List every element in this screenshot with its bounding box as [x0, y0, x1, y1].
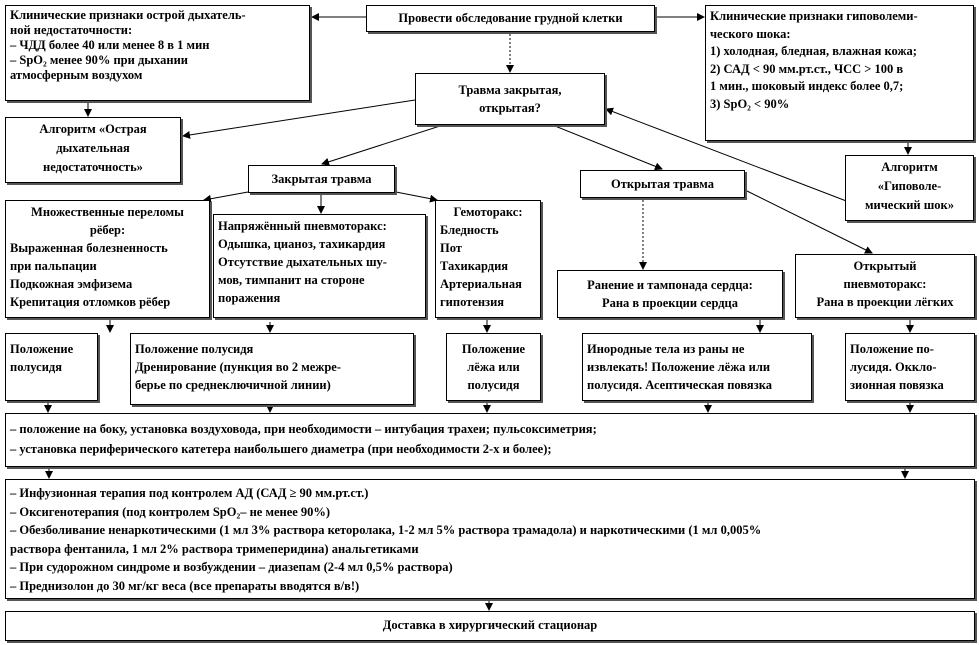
question-line-2: открытая? — [479, 101, 541, 115]
shock-signs-line-2: ческого шока: — [710, 26, 791, 41]
ribs-line-5: Подкожная эмфизема — [10, 277, 133, 291]
resp-signs-line-3: – ЧДД более 40 или менее 8 в 1 мин — [10, 38, 210, 52]
open-pneumo-action-line-2: лусидя. Оккло- — [850, 360, 937, 374]
hemo-action-line-3: полусидя — [467, 378, 520, 392]
therapy-line-5: – При судорожном синдроме и возбуждении – диазепам (2-4 мл 0,5% раствора) — [10, 560, 453, 574]
arrow-question-to-closed — [322, 126, 440, 164]
pneumo-action-line-1: Положение полусидя — [135, 342, 254, 356]
heart-action-line-2: извлекать! Положение лёжа или — [587, 360, 771, 374]
pneumo-line-4: мов, тимпанит на стороне — [218, 273, 365, 287]
cardiac-tamponade-box — [557, 270, 783, 318]
resp-signs-line-4: – SpO₂ менее 90% при дыхании — [10, 53, 188, 67]
tension-pneumothorax-box — [213, 214, 426, 318]
hemothorax-box — [435, 200, 541, 318]
ribs-line-1: Множественные переломы — [31, 205, 184, 219]
shock-algo-line-2: «Гиповоле- — [877, 179, 942, 193]
arrow-closed-to-ribs — [204, 192, 248, 200]
trauma-type-question-box — [415, 73, 605, 125]
common-line-2: – установка периферического катетера наибольшего диаметра (при необходимости 2-х и более); — [10, 442, 552, 456]
shock-signs-line-6: 3) SpO₂ < 90% — [710, 96, 790, 111]
therapy-line-4: раствора фентанила, 1 мл 2% раствора тримеперидина) анальгетиками — [10, 541, 419, 556]
resp-failure-algorithm-box — [5, 117, 181, 183]
ribs-action-line-2: полусидя — [10, 360, 63, 374]
shock-signs-line-4: 2) САД < 90 мм.рт.ст., ЧСС > 100 в — [710, 61, 904, 76]
exam-label: Провести обследование грудной клетки — [398, 11, 623, 25]
hemo-action-line-1: Положение — [461, 342, 526, 356]
shock-algo-line-1: Алгоритм — [881, 160, 938, 174]
shock-signs-line-3: 1) холодная, бледная, влажная кожа; — [710, 44, 917, 58]
pneumo-line-5: поражения — [218, 291, 281, 305]
therapy-line-3: – Обезболивание ненаркотическими (1 мл 3% раствора кеторолака, 1-2 мл 5% раствора трамадола) и наркотическими (1 мл 0,005% — [10, 523, 762, 537]
hemo-line-6: гипотензия — [440, 295, 505, 309]
heart-line-1: Ранение и тампонада сердца: — [587, 278, 753, 292]
ribs-line-6: Крепитация отломков рёбер — [10, 295, 171, 309]
closed-trauma-box — [248, 165, 395, 193]
resp-algo-line-2: дыхательная — [56, 141, 130, 155]
ribs-action-box — [5, 333, 98, 401]
hemo-action-box — [446, 333, 541, 401]
hemo-line-5: Артериальная — [440, 277, 522, 291]
pneumo-action-line-3: берье по среднеключичной линии) — [135, 378, 331, 392]
ribs-line-3: Выраженная болезненность — [10, 241, 168, 255]
therapy-line-2: – Оксигенотерапия (под контролем SpO₂– не менее 90%) — [10, 504, 331, 519]
resp-signs-line-2: ной недостаточности: — [10, 23, 133, 37]
open-pneumo-action-line-3: зионная повязка — [850, 378, 944, 392]
open-pneumo-action-line-1: Положение по- — [850, 342, 934, 356]
therapy-line-1: – Инфузионная терапия под контролем АД (САД ≥ 90 мм.рт.ст.) — [10, 486, 369, 500]
heart-action-box — [582, 333, 812, 401]
pneumo-action-box — [130, 333, 414, 405]
open-trauma-label: Открытая травма — [611, 177, 714, 191]
heart-line-2: Рана в проекции сердца — [601, 296, 739, 310]
closed-trauma-label: Закрытая травма — [271, 172, 372, 186]
open-pneumo-action-box — [845, 333, 975, 401]
common-line-1: – положение на боку, установка воздуховода, при необходимости – интубация трахеи; пульсоксиметрия; — [10, 422, 597, 436]
heart-action-line-1: Инородные тела из раны не — [587, 342, 745, 356]
resp-signs-line-1: Клинические признаки острой дыхатель- — [10, 8, 246, 22]
pneumo-line-3: Отсутствие дыхательных шу- — [218, 255, 387, 269]
shock-algorithm-box — [845, 155, 974, 221]
open-pneumothorax-box — [795, 254, 975, 318]
pneumo-line-2: Одышка, цианоз, тахикардия — [218, 237, 386, 251]
common-measures-box — [5, 413, 975, 467]
resp-signs-line-5: атмосферным воздухом — [10, 68, 143, 82]
ribs-line-2: рёбер: — [89, 223, 126, 237]
shock-signs-line-1: Клинические признаки гиповолеми- — [710, 9, 918, 23]
arrow-question-to-resp-algo — [183, 100, 415, 136]
pneumo-line-1: Напряжённый пневмоторакс: — [218, 219, 387, 233]
hemo-action-line-2: лёжа или — [467, 360, 520, 374]
hemo-line-4: Тахикардия — [440, 259, 509, 273]
question-line-1: Травма закрытая, — [458, 83, 562, 97]
hemo-line-2: Бледность — [440, 223, 499, 237]
therapy-box — [5, 479, 975, 599]
resp-failure-signs-box — [5, 5, 310, 101]
hospital-delivery-box — [5, 611, 975, 641]
hemo-line-3: Пот — [440, 241, 462, 255]
open-pneumo-line-3: Рана в проекции лёгких — [816, 295, 954, 309]
arrow-question-to-open — [555, 126, 662, 169]
resp-algo-line-1: Алгоритм «Острая — [39, 122, 147, 136]
open-trauma-box — [580, 170, 745, 198]
open-pneumo-line-2: пневмоторакс: — [843, 277, 927, 291]
resp-algo-line-3: недостаточность» — [43, 160, 143, 174]
exam-box — [366, 5, 655, 32]
open-pneumo-line-1: Открытый — [853, 259, 917, 273]
therapy-line-6: – Преднизолон до 30 мг/кг веса (все препараты вводятся в/в!) — [10, 578, 360, 593]
pneumo-action-line-2: Дренирование (пункция во 2 межре- — [135, 360, 341, 374]
ribs-action-line-1: Положение — [10, 342, 74, 356]
shock-algo-line-3: мический шок» — [864, 198, 954, 212]
heart-action-line-3: полусидя. Асептическая повязка — [587, 378, 772, 392]
ribs-line-4: при пальпации — [10, 259, 97, 273]
arrow-closed-to-hemo — [396, 192, 437, 200]
hemo-line-1: Гемоторакс: — [453, 205, 523, 219]
hospital-delivery-label: Доставка в хирургический стационар — [382, 618, 598, 632]
shock-signs-line-5: 1 мин., шоковый индекс более 0,7; — [710, 79, 904, 93]
rib-fractures-box — [5, 200, 210, 318]
shock-signs-box — [705, 5, 974, 141]
